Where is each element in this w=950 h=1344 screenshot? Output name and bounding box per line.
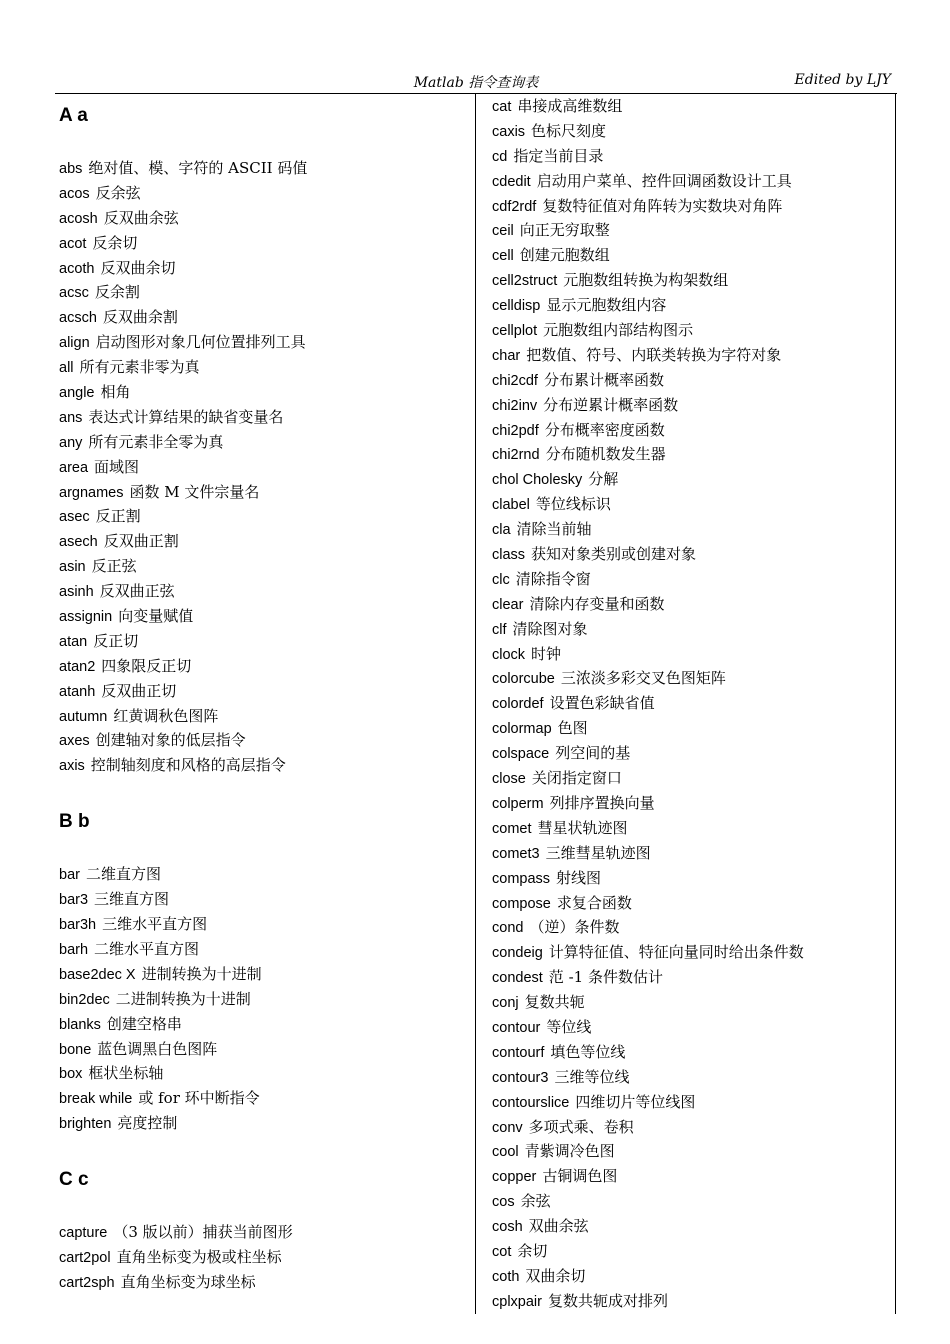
command-description: 反双曲余弦 — [103, 208, 179, 227]
command-description: 面域图 — [94, 457, 140, 476]
command-name: comet3 — [492, 845, 540, 862]
section-heading-a: A a — [59, 105, 88, 126]
command-description: 计算特征值、特征向量同时给出条件数 — [548, 943, 804, 962]
command-entry — [59, 1111, 469, 1136]
command-description: 元胞数组内部结构图示 — [543, 321, 694, 340]
command-name: acsc — [59, 285, 89, 302]
command-entry — [492, 467, 892, 492]
command-description: 向变量赋值 — [118, 607, 194, 626]
command-description: 范 -1 条件数估计 — [548, 968, 663, 987]
command-description: 所有元素非零为真 — [79, 358, 200, 377]
command-entry — [492, 1264, 892, 1289]
command-name: clock — [492, 646, 526, 663]
command-name: cot — [492, 1243, 512, 1260]
command-description: 双曲余弦 — [528, 1217, 589, 1236]
command-description: 二进制转换为十进制 — [115, 989, 251, 1008]
command-entry — [492, 816, 892, 841]
command-name: coth — [492, 1268, 520, 1285]
command-entry — [59, 1086, 469, 1111]
command-description: 或 for 环中断指令 — [138, 1089, 260, 1108]
command-entry — [492, 368, 892, 393]
command-name: capture — [59, 1225, 108, 1242]
command-description: 三维等位线 — [554, 1067, 630, 1086]
command-name: bar — [59, 867, 80, 884]
document-title: Matlab 指令查询表 — [413, 75, 539, 91]
command-description: 框状坐标轴 — [88, 1064, 164, 1083]
command-entry — [492, 218, 892, 243]
command-description: 反双曲正切 — [101, 681, 177, 700]
command-entry — [59, 704, 469, 729]
command-entry — [59, 962, 469, 987]
command-entry — [492, 343, 892, 368]
command-entry — [492, 1139, 892, 1164]
command-name: colormap — [492, 721, 552, 738]
command-name: cdf2rdf — [492, 198, 537, 215]
command-entry — [492, 940, 892, 965]
command-entry — [59, 504, 469, 529]
command-description: 表达式计算结果的缺省变量名 — [88, 407, 284, 426]
command-entry — [59, 1037, 469, 1062]
command-entry — [59, 405, 469, 430]
command-entry — [492, 243, 892, 268]
command-entry — [59, 529, 469, 554]
command-description: 串接成高维数组 — [517, 97, 623, 115]
command-entry — [492, 1214, 892, 1239]
command-name: caxis — [492, 123, 526, 140]
command-name: cat — [492, 99, 512, 115]
command-entry — [492, 666, 892, 691]
command-name: acos — [59, 185, 90, 202]
command-name: atan2 — [59, 658, 96, 675]
command-description: 函数 M 文件宗量名 — [129, 482, 260, 501]
command-description: 三维水平直方图 — [102, 915, 208, 934]
command-entry — [59, 679, 469, 704]
command-description: 复数共轭 — [524, 993, 585, 1012]
command-description: 分解 — [588, 470, 619, 489]
command-description: 亮度控制 — [117, 1114, 178, 1133]
command-entry — [59, 280, 469, 305]
command-name: compose — [492, 895, 551, 912]
command-entry — [59, 554, 469, 579]
command-name: asec — [59, 509, 90, 526]
command-name: asech — [59, 534, 98, 551]
command-entry — [59, 728, 469, 753]
command-entry — [492, 915, 892, 940]
command-name: axes — [59, 733, 90, 750]
command-name: blanks — [59, 1016, 101, 1033]
command-name: comet — [492, 820, 532, 837]
command-description: 三浓淡多彩交叉色图矩阵 — [560, 669, 726, 688]
command-entry — [492, 442, 892, 467]
command-description: 分布累计概率函数 — [543, 370, 664, 389]
command-name: colorcube — [492, 671, 555, 688]
command-description: 列排序置换向量 — [549, 793, 655, 812]
command-description: 求复合函数 — [556, 893, 632, 912]
command-description: 蓝色调黑白色图阵 — [97, 1039, 218, 1058]
command-entry — [492, 741, 892, 766]
command-name: base2dec X — [59, 966, 136, 983]
command-description: 清除内存变量和函数 — [529, 594, 665, 613]
command-name: asin — [59, 559, 86, 576]
command-entry — [492, 716, 892, 741]
command-entry — [59, 355, 469, 380]
page-header — [55, 72, 897, 94]
right-column — [492, 94, 892, 1314]
command-description: 色标尺刻度 — [531, 121, 607, 140]
command-description: 反正割 — [95, 507, 141, 526]
command-entry — [492, 567, 892, 592]
command-description: 分布逆累计概率函数 — [543, 395, 679, 414]
command-entry — [59, 862, 469, 887]
command-entry — [492, 418, 892, 443]
command-entry — [492, 119, 892, 144]
command-description: 绝对值、模、字符的 ASCII 码值 — [88, 159, 308, 177]
command-name: any — [59, 434, 83, 451]
command-name: acoth — [59, 260, 95, 277]
command-name: copper — [492, 1169, 537, 1186]
command-description: 四维切片等位线图 — [575, 1092, 696, 1111]
command-entry — [59, 156, 469, 181]
command-entry — [59, 937, 469, 962]
command-name: colordef — [492, 696, 544, 713]
command-entry — [59, 629, 469, 654]
command-entry — [492, 1040, 892, 1065]
command-description: 清除当前轴 — [516, 520, 592, 539]
command-name: cart2pol — [59, 1249, 111, 1266]
command-description: 分布随机数发生器 — [545, 445, 666, 464]
command-entry — [59, 380, 469, 405]
command-description: 彗星状轨迹图 — [537, 818, 628, 837]
command-description: 获知对象类别或创建对象 — [531, 545, 697, 564]
command-entry — [492, 293, 892, 318]
command-description: 时钟 — [531, 644, 562, 663]
command-name: colspace — [492, 746, 550, 763]
command-entry — [492, 169, 892, 194]
command-entry — [492, 1115, 892, 1140]
command-name: celldisp — [492, 298, 541, 315]
left-column — [59, 94, 469, 1295]
command-name: chi2rnd — [492, 447, 540, 464]
command-entry — [492, 766, 892, 791]
command-entry — [492, 268, 892, 293]
command-description: 复数特征值对角阵转为实数块对角阵 — [542, 196, 783, 215]
command-name: bar3 — [59, 892, 89, 909]
command-description: 反双曲正弦 — [99, 582, 175, 601]
command-description: 二维直方图 — [85, 865, 161, 884]
command-description: 三维彗星轨迹图 — [545, 843, 651, 862]
command-description: 相角 — [100, 383, 131, 402]
command-entry — [492, 318, 892, 343]
command-name: assignin — [59, 609, 113, 626]
command-description: （逆）条件数 — [529, 918, 620, 937]
command-description: 红黄调秋色图阵 — [113, 706, 219, 725]
command-description: 所有元素非全零为真 — [88, 432, 224, 451]
command-entry — [59, 579, 469, 604]
command-entry — [59, 987, 469, 1012]
command-name: ans — [59, 409, 83, 426]
command-name: clear — [492, 596, 524, 613]
command-description: 色图 — [557, 719, 588, 738]
command-name: cplxpair — [492, 1293, 542, 1310]
command-description: 余切 — [517, 1241, 548, 1260]
command-entry — [59, 181, 469, 206]
command-name: chi2inv — [492, 397, 538, 414]
command-name: clc — [492, 571, 510, 588]
command-description: 启动图形对象几何位置排列工具 — [95, 333, 306, 352]
command-description: 元胞数组转换为构架数组 — [563, 271, 729, 290]
section-c-list — [59, 1220, 469, 1295]
command-name: autumn — [59, 708, 108, 725]
command-description: 反双曲余割 — [102, 308, 178, 327]
command-entry — [492, 94, 892, 119]
command-name: chol Cholesky — [492, 472, 583, 489]
command-name: acot — [59, 235, 87, 252]
command-description: 等位线标识 — [535, 495, 611, 514]
command-name: cla — [492, 522, 511, 539]
command-entry — [59, 753, 469, 778]
command-entry — [492, 1015, 892, 1040]
command-name: bar3h — [59, 917, 97, 934]
command-entry — [492, 642, 892, 667]
section-c-continued-list — [492, 94, 892, 1314]
command-description: 反双曲余切 — [100, 258, 176, 277]
command-description: 反余割 — [94, 283, 140, 302]
command-name: barh — [59, 941, 89, 958]
command-name: chi2cdf — [492, 372, 538, 389]
command-name: clabel — [492, 497, 530, 514]
command-entry — [492, 542, 892, 567]
command-description: 反双曲正割 — [103, 532, 179, 551]
command-description: 清除指令窗 — [515, 569, 591, 588]
command-name: cdedit — [492, 173, 531, 190]
command-name: axis — [59, 758, 85, 775]
command-name: box — [59, 1066, 83, 1083]
command-entry — [59, 1061, 469, 1086]
command-name: area — [59, 459, 89, 476]
command-entry — [59, 256, 469, 281]
command-description: 反余切 — [92, 233, 138, 252]
command-name: contour — [492, 1019, 541, 1036]
right-border — [895, 94, 896, 1314]
command-name: atan — [59, 633, 88, 650]
command-description: 反正弦 — [91, 557, 137, 576]
command-name: all — [59, 360, 74, 377]
command-name: cd — [492, 148, 508, 165]
command-name: condeig — [492, 945, 543, 962]
command-entry — [59, 330, 469, 355]
command-description: 直角坐标变为球坐标 — [120, 1272, 256, 1291]
command-entry — [492, 144, 892, 169]
command-entry — [492, 592, 892, 617]
command-entry — [492, 990, 892, 1015]
command-entry — [59, 231, 469, 256]
command-description: 列空间的基 — [555, 744, 631, 763]
command-entry — [492, 617, 892, 642]
command-description: 创建元胞数组 — [519, 246, 610, 265]
command-description: 反余弦 — [95, 183, 141, 202]
command-entry — [492, 1239, 892, 1264]
command-name: bone — [59, 1041, 92, 1058]
command-entry — [492, 1189, 892, 1214]
document-author: Edited by LJY — [794, 72, 891, 88]
command-name: angle — [59, 385, 95, 402]
command-description: 进制转换为十进制 — [141, 964, 262, 983]
command-description: （3 版以前）捕获当前图形 — [113, 1223, 293, 1242]
command-description: 三维直方图 — [94, 890, 170, 909]
command-entry — [59, 654, 469, 679]
command-name: condest — [492, 970, 543, 987]
command-entry — [59, 1012, 469, 1037]
command-description: 等位线 — [546, 1017, 592, 1036]
command-description: 二维水平直方图 — [94, 939, 200, 958]
command-entry — [59, 887, 469, 912]
section-heading-c: C c — [59, 1169, 89, 1191]
command-entry — [492, 194, 892, 219]
command-name: contourf — [492, 1044, 545, 1061]
command-description: 指定当前目录 — [513, 146, 604, 165]
command-name: argnames — [59, 484, 124, 501]
section-b-list — [59, 862, 469, 1136]
command-description: 反正切 — [93, 631, 139, 650]
column-divider — [475, 94, 476, 1314]
command-entry — [59, 480, 469, 505]
section-heading-b: B b — [59, 811, 90, 833]
command-name: cellplot — [492, 323, 538, 340]
command-entry — [59, 430, 469, 455]
command-entry — [492, 517, 892, 542]
command-description: 创建轴对象的低层指令 — [95, 731, 246, 750]
command-name: break while — [59, 1091, 133, 1108]
command-name: acsch — [59, 310, 97, 327]
command-name: cosh — [492, 1219, 523, 1236]
command-name: cool — [492, 1144, 519, 1161]
command-name: compass — [492, 870, 551, 887]
command-description: 多项式乘、卷积 — [528, 1117, 634, 1136]
command-description: 四象限反正切 — [101, 656, 192, 675]
command-entry — [492, 1065, 892, 1090]
command-name: close — [492, 771, 526, 788]
command-name: acosh — [59, 210, 98, 227]
command-name: contourslice — [492, 1094, 570, 1111]
command-entry — [492, 965, 892, 990]
command-name: cell2struct — [492, 273, 558, 290]
command-name: contour3 — [492, 1069, 549, 1086]
command-entry — [59, 912, 469, 937]
command-name: align — [59, 335, 90, 352]
command-description: 清除图对象 — [512, 619, 588, 638]
command-entry — [492, 891, 892, 916]
command-entry — [59, 1245, 469, 1270]
command-description: 青紫调冷色图 — [524, 1142, 615, 1161]
command-name: colperm — [492, 795, 544, 812]
command-entry — [59, 1270, 469, 1295]
command-description: 复数共轭成对排列 — [547, 1291, 668, 1310]
command-entry — [492, 1164, 892, 1189]
command-name: abs — [59, 161, 83, 177]
command-entry — [492, 691, 892, 716]
command-description: 余弦 — [520, 1192, 551, 1211]
section-a-list — [59, 156, 469, 778]
command-entry — [492, 393, 892, 418]
command-description: 双曲余切 — [525, 1266, 586, 1285]
command-name: conv — [492, 1119, 523, 1136]
command-name: brighten — [59, 1116, 112, 1133]
command-name: asinh — [59, 584, 94, 601]
command-name: cart2sph — [59, 1274, 115, 1291]
command-entry — [492, 1090, 892, 1115]
command-description: 向正无穷取整 — [519, 221, 610, 240]
command-description: 控制轴刻度和风格的高层指令 — [90, 756, 286, 775]
command-entry — [492, 791, 892, 816]
command-description: 分布概率密度函数 — [544, 420, 665, 439]
command-name: chi2pdf — [492, 422, 539, 439]
command-description: 把数值、符号、内联类转换为字符对象 — [526, 345, 782, 364]
command-description: 启动用户菜单、控件回调函数设计工具 — [536, 171, 792, 190]
command-entry — [59, 1220, 469, 1245]
command-name: ceil — [492, 223, 514, 240]
command-description: 射线图 — [556, 868, 602, 887]
command-name: cond — [492, 920, 524, 937]
command-name: char — [492, 347, 521, 364]
command-entry — [59, 604, 469, 629]
command-name: cell — [492, 248, 514, 265]
command-description: 显示元胞数组内容 — [546, 296, 667, 315]
command-name: conj — [492, 995, 519, 1012]
command-entry — [492, 866, 892, 891]
command-description: 关闭指定窗口 — [531, 769, 622, 788]
command-name: cos — [492, 1194, 515, 1211]
command-entry — [492, 841, 892, 866]
command-name: clf — [492, 621, 507, 638]
command-description: 设置色彩缺省值 — [549, 694, 655, 713]
command-name: atanh — [59, 683, 96, 700]
command-description: 填色等位线 — [550, 1042, 626, 1061]
command-description: 直角坐标变为极或柱坐标 — [116, 1247, 282, 1266]
command-name: bin2dec — [59, 991, 110, 1008]
command-entry — [59, 455, 469, 480]
command-description: 创建空格串 — [106, 1014, 182, 1033]
command-entry — [59, 206, 469, 231]
command-entry — [492, 1289, 892, 1314]
command-description: 古铜调色图 — [542, 1167, 618, 1186]
command-entry — [492, 492, 892, 517]
command-name: class — [492, 547, 526, 564]
command-entry — [59, 305, 469, 330]
